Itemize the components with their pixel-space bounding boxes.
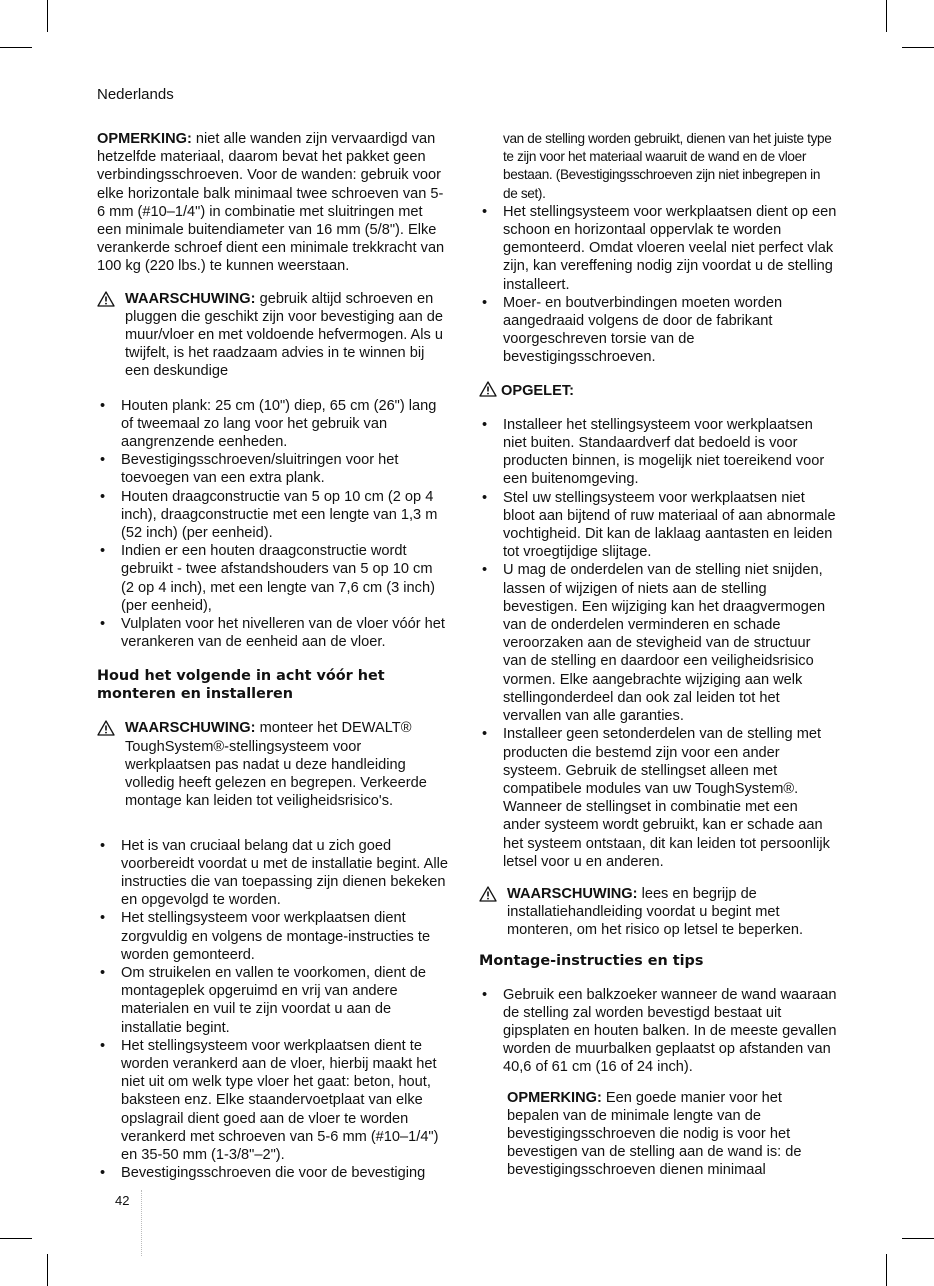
caution-list — [479, 416, 837, 871]
caution-heading — [479, 381, 837, 400]
list-item: • Moer- en boutverbindingen moeten worden aangedraaid volgens de door de fabrikant voorgeschreven torsie van de bevestigingsschroeven. — [479, 294, 837, 367]
list-item: • Installeer geen setonderdelen van de stelling met producten die bestemd zijn voor een ander systeem. Gebruik de stellingset alleen met compatibele modules van uw ToughSystem®. Wanneer de stellingset in combinatie met een ander systeem wordt gebruikt, kan er schade aan het systeem ontstaan, dit kan leiden tot persoonlijk letsel voor u en anderen. — [479, 725, 837, 871]
note-paragraph — [97, 130, 449, 276]
warning-block — [97, 719, 449, 810]
list-item: • Gebruik een balkzoeker wanneer de wand waaraan de stelling zal worden bevestigd bestaat uit gipsplaten en houten balken. In de meeste gevallen worden de muurbalken geplaatst op afstanden van 40,6 of 61 cm (16 of 24 inch). — [479, 986, 837, 1077]
warning-text: monteer het DEWALT® ToughSystem®-stellingsysteem voor werkplaatsen pas nadat u deze handleiding volledig heeft gelezen en begrepen. Verkeerde montage kan leiden tot veiligheidsrisico's. — [125, 720, 427, 810]
page-number: 42 — [115, 1193, 130, 1208]
warning-text: gebruik altijd schroeven en pluggen die geschikt zijn voor bevestiging aan de muur/vloer en met voldoende hefvermogen. Als u twijfelt, is het raadzaam advies in te winnen bij een deskundige — [125, 290, 444, 380]
warning-label: WAARSCHUWING: — [507, 885, 638, 902]
installation-list — [479, 203, 837, 367]
list-item: • Het stellingsysteem voor werkplaatsen dient te worden verankerd aan de vloer, hierbij maakt het niet uit om welk type vloer het gaat: beton, hout, baksteen enz. Elke staandervoetplaat van elke opslagrail dient goed aan de vloer te worden verankerd met schroeven van 5-6 mm (#10–1/4") en 35-50 mm (1-3/8"–2"). — [97, 1037, 449, 1164]
note-text: Een goede manier voor het bepalen van de minimale lengte van de bevestigingsschroeven die nodig is voor het bevestigen van de stelling aan de wand is: de bevestigingsschroeven dienen minimaal — [507, 1089, 802, 1179]
warning-label: WAARSCHUWING: — [125, 290, 256, 307]
right-column — [479, 130, 837, 1180]
note-text: niet alle wanden zijn vervaardigd van hetzelfde materiaal, daarom bevat het pakket geen verbindingsschroeven. Voor de wanden: gebruik voor elke horizontale balk minimaal twee schroeven van 5-6 mm (#10–1/4") in combinatie met sluitringen met een minimale buitendiameter van 16 mm (5/8"). Elke verankerde schroef dient een minimale trekkracht van 100 kg (220 lbs.) te kunnen weerstaan. — [97, 131, 445, 275]
warning-triangle-icon — [479, 381, 497, 397]
continuation-text: van de stelling worden gebruikt, dienen van het juiste type te zijn voor het materiaal waaruit de wand en de vloer bestaan. (Bevestigingsschroeven zijn niet inbegrepen in de set). — [503, 131, 832, 201]
list-item: • Stel uw stellingsysteem voor werkplaatsen niet bloot aan bijtend of ruw materiaal of aan abnormale vochtigheid. Dit kan de laklaag aantasten en leiden tot vroegtijdige slijtage. — [479, 489, 837, 562]
crop-mark — [47, 0, 48, 32]
note-paragraph — [479, 1089, 837, 1180]
warning-block — [97, 290, 449, 381]
list-item: • Bevestigingsschroeven/sluitringen voor het toevoegen van een extra plank. — [97, 451, 449, 487]
left-column — [97, 130, 449, 1182]
note-label: OPMERKING: — [507, 1089, 602, 1106]
preparation-list — [97, 837, 449, 1183]
crop-mark — [0, 47, 32, 48]
materials-list — [97, 397, 449, 652]
tips-list — [479, 986, 837, 1077]
warning-block — [479, 885, 837, 940]
crop-mark — [902, 1238, 934, 1239]
crop-mark — [47, 1254, 48, 1286]
warning-label: WAARSCHUWING: — [125, 720, 256, 737]
caution-label: OPGELET: — [501, 382, 574, 399]
list-item: • Het stellingsysteem voor werkplaatsen dient op een schoon en horizontaal oppervlak te worden gemonteerd. Omdat vloeren veelal niet perfect vlak zijn, kan vereffening nodig zijn voordat u de stelling installeert. — [479, 203, 837, 294]
list-item: • Houten draagconstructie van 5 op 10 cm (2 op 4 inch), draagconstructie met een lengte van 1,3 m (52 inch) (per eenheid). — [97, 488, 449, 543]
list-item: • Houten plank: 25 cm (10") diep, 65 cm (26") lang of tweemaal zo lang voor het gebruik van aangrenzende eenheden. — [97, 397, 449, 452]
list-item: • Indien er een houten draagconstructie wordt gebruikt - twee afstandshouders van 5 op 10 cm (2 op 4 inch), met een lengte van 7,6 cm (3 inch) (per eenheid), — [97, 542, 449, 615]
list-item: • Het stellingsysteem voor werkplaatsen dient zorgvuldig en volgens de montage-instructies te worden gemonteerd. — [97, 909, 449, 964]
section-heading: Montage-instructies en tips — [479, 952, 704, 969]
crop-mark — [902, 47, 934, 48]
list-item: • Om struikelen en vallen te voorkomen, dient de montageplek opgeruimd en vrij van andere materialen en vuil te zijn voordat u aan de installatie begint. — [97, 964, 449, 1037]
note-label: OPMERKING: — [97, 131, 192, 147]
page-language-header: Nederlands — [97, 86, 174, 103]
warning-text: lees en begrijp de installatiehandleiding voordat u begint met monteren, om het risico op letsel te beperken. — [507, 885, 804, 939]
list-item: • U mag de onderdelen van de stelling niet snijden, lassen of wijzigen of niets aan de stelling bevestigen. Een wijziging kan het draagvermogen van de onderdelen verminderen en schade veroorzaken aan de stevigheid van de structuur van de stelling en daardoor een veiligheidsrisico vormen. Elke aangebrachte wijziging aan welk stellingonderdeel dan ook zal leiden tot het vervallen van alle garanties. — [479, 561, 837, 725]
crop-mark — [0, 1238, 32, 1239]
warning-triangle-icon — [97, 291, 115, 307]
list-item: • Bevestigingsschroeven die voor de bevestiging — [97, 1164, 449, 1182]
footer-divider — [141, 1190, 142, 1256]
crop-mark — [886, 1254, 887, 1286]
list-item: • Het is van cruciaal belang dat u zich goed voorbereidt voordat u met de installatie begint. Alle instructies die van toepassing zijn dienen bekeken en opgevolgd te worden. — [97, 837, 449, 910]
warning-triangle-icon — [479, 886, 497, 902]
warning-triangle-icon — [97, 720, 115, 736]
crop-mark — [886, 0, 887, 32]
list-item: • Vulplaten voor het nivelleren van de vloer vóór het verankeren van de eenheid aan de vloer. — [97, 615, 449, 651]
section-heading: Houd het volgende in acht vóór het monteren en installeren — [97, 668, 385, 703]
list-item: • Installeer het stellingsysteem voor werkplaatsen niet buiten. Standaardverf dat bedoeld is voor producten binnen, is mogelijk niet toereikend voor een buitenomgeving. — [479, 416, 837, 489]
